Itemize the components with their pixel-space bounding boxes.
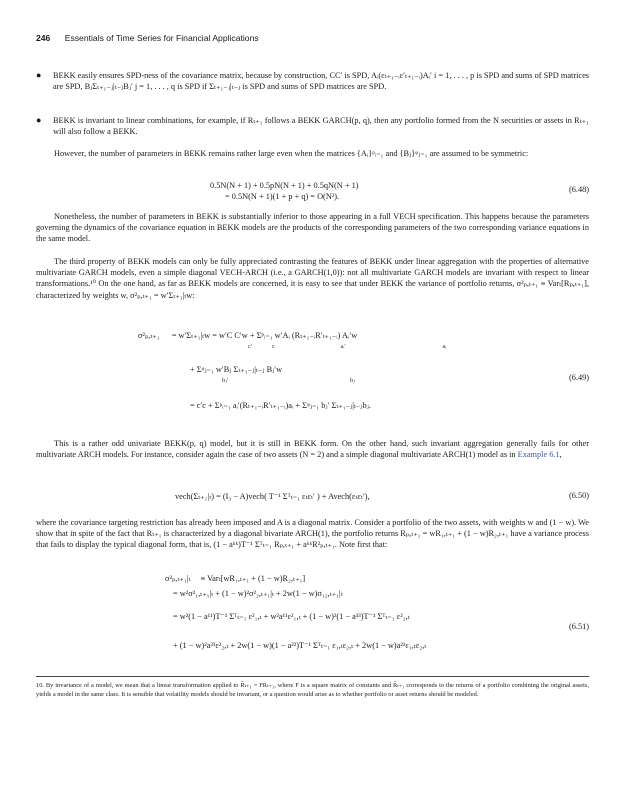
footnote-divider xyxy=(36,676,589,677)
footnote: 10. By invariance of a model, we mean that a linear transformation applied to R̃ₜ₊₁ = FRₜ₊₁, where F is a square matrix of constants and R̃ₜ₊₁ corresponds to the returns of a portfolio combining the original assets, yields a model in the same class. It is sensible that volatility models should be invariant, or a question would arise as to whether portfolio or asset returns should be modeled. xyxy=(36,682,589,699)
underbrace-label: c′ xyxy=(248,343,253,350)
paragraph: However, the number of parameters in BEKK remains rather large even when the matrices {Aᵢ}ᵖᵢ₌₁ and {Bⱼ}ᵠⱼ₌₁ are assumed to be symmetric: xyxy=(54,149,529,158)
equation-lhs: σ²ₚ,ₜ₊₁ xyxy=(138,331,160,340)
equation-6-50: vech(Σₜ₊₁|ₜ) = (I₃ − A)vech( T⁻¹ Σᵀₜ₌₁ εₜεₜ′ ) + Avech(εₜεₜ′), xyxy=(175,492,370,501)
equation-lhs: σ²ₚ,ₜ₊₁|ₜ xyxy=(165,574,191,583)
equation-line: = w²σ²₁,ₜ₊₁|ₜ + (1 − w)²σ²₂,ₜ₊₁|ₜ + 2w(1 − w)σ₁₂,ₜ₊₁|ₜ xyxy=(173,589,343,598)
bullet-text: BEKK easily ensures SPD-ness of the covariance matrix, because by construction, CC′ is SPD, Aᵢ(εₜ₊₁₋ᵢε′ₜ₊₁₋ᵢ)Aᵢ′ i = 1, . . . , p is SPD and sums of SPD matrices are SPD, BⱼΣₜ₊₁₋ⱼ|ₜ₋ⱼBⱼ′ j = 1, . . . , q is SPD if Σₜ₊₁₋ⱼ|ₜ₋ⱼ is SPD and sums of SPD matrices are SPD. xyxy=(53,71,589,92)
example-link[interactable]: Example 6.1 xyxy=(517,450,560,460)
bullet-item-1 xyxy=(36,70,589,92)
equation-number: (6.50) xyxy=(568,491,589,500)
underbrace-label: bⱼ′ xyxy=(222,377,229,384)
bullet-icon: ● xyxy=(36,70,42,80)
equation-6-51 xyxy=(165,573,426,651)
equation-line: = c′c + Σᵖᵢ₌₁ aᵢ′(Rₜ₊₁₋ᵢR′ₜ₊₁₋ᵢ)aᵢ + Σᵠⱼ₌₁ bⱼ′ Σₜ₊₁₋ⱼ|ₜ₋ⱼbⱼ. xyxy=(190,401,371,410)
paragraph: Nonetheless, the number of parameters in BEKK is substantially inferior to those appearing in a full VECH specification. This happens because the parameters governing the dynamics of the covariance equation in BEKK models are the products of the corresponding parameters of the two corresponding variance equations in the same model. xyxy=(36,212,589,244)
paragraph: where the covariance targeting restriction has already been imposed and A is a diagonal matrix. Consider a portfolio of the two assets, with weights w and (1 − w). We show that in spite of the fact that Rₜ₊₁ is characterized by a diagonal bivariate ARCH(1), the portfolio returns Rₚ,ₜ₊₁ = wR₁,ₜ₊₁ + (1 − w)R₂,ₜ₊₁ have a variance process that fails to display the typical diagonal form, that is, (1 − aᵏᵏ)T⁻¹ Σᵀₜ₌₁ Rₚ,ₜ₊₁ + aᵏᵏR²ₚ,ₜ₊₁. Note first that: xyxy=(36,518,589,550)
paragraph xyxy=(36,438,589,460)
equation-number: (6.48) xyxy=(568,185,589,194)
running-title: Essentials of Time Series for Financial Applications xyxy=(64,33,259,43)
equation-number: (6.49) xyxy=(568,373,589,382)
running-header xyxy=(36,33,259,43)
bullet-item-2 xyxy=(36,115,589,137)
equation-line: = w²(1 − a¹¹)T⁻¹ Σᵀₜ₌₁ ε²₁,ₜ + w²a¹¹ε²₁,ₜ + (1 − w)²(1 − a³³)T⁻¹ Σᵀₜ₌₁ ε²₂,ₜ xyxy=(173,612,410,621)
underbrace-labels xyxy=(138,341,446,352)
underbrace-labels xyxy=(138,375,446,386)
equation-6-49 xyxy=(138,330,446,411)
bullet-text: BEKK is invariant to linear combinations, for example, if Rₜ₊₁ follows a BEKK GARCH(p, q), then any portfolio formed from the N securities or assets in Rₜ₊₁ will also follow a BEKK. xyxy=(53,116,589,137)
paragraph: The third property of BEKK models can only be fully appreciated contrasting the features of BEKK under linear aggregation with the properties of alternative multivariate GARCH models, even a simple diagonal VECH-ARCH (i.e., a GARCH(1,0)): not all multivariate GARCH models are invariant with respect to linear transformations.¹⁰ On the one hand, as far as BEKK models are concerned, it is easy to see that under BEKK the variance of portfolio returns, σ²ₚ,ₜ₊₁ ≡ Varₜ[Rₚ,ₜ₊₁], characterized by weights w, σ²ₚ,ₜ₊₁ = w′Σₜ₊₁|ₜw: xyxy=(36,257,589,300)
equation-line xyxy=(138,330,446,341)
equation-line: + (1 − w)²a³³ε²₂,ₜ + 2w(1 − w)(1 − a²²)T⁻¹ Σᵀₜ₌₁ ε₁,ₜε₂,ₜ + 2w(1 − w)a²²ε₁,ₜε₂,ₜ xyxy=(173,641,427,650)
equation-number: (6.51) xyxy=(568,622,589,631)
underbrace-label: aᵢ xyxy=(442,343,447,350)
equation-line: = 0.5N(N + 1)(1 + p + q) = O(N²). xyxy=(225,192,340,201)
equation-rhs: ≡ Varₜ[wR₁,ₜ₊₁ + (1 − w)R₂,ₜ₊₁] xyxy=(200,574,306,583)
underbrace-label: bⱼ xyxy=(350,377,355,384)
paragraph-text: This is a rather odd univariate BEKK(p, q) model, but it is still in BEKK form. On the other hand, such invariant aggregation generally fails for other multivariate ARCH models. For instance, consider again the case of two assets (N = 2) and a simple diagonal multivariate ARCH(1) model as in xyxy=(36,439,589,460)
equation-line xyxy=(165,573,426,584)
underbrace-label: aᵢ′ xyxy=(340,343,346,350)
equation-6-48 xyxy=(210,180,359,202)
bullet-icon: ● xyxy=(36,115,42,125)
equation-line: + Σᵠⱼ₌₁ w′Bⱼ Σₜ₊₁₋ⱼ|ₜ₋ⱼ Bⱼ′w xyxy=(190,365,283,374)
page-number: 246 xyxy=(36,33,51,43)
equation-rhs: = w′Σₜ₊₁|ₜw = w′C C′w + Σᵖᵢ₌₁ w′Aᵢ (Rₜ₊₁₋ᵢR′ₜ₊₁₋ᵢ) Aᵢ′w xyxy=(171,331,358,340)
underbrace-label: c xyxy=(271,343,275,350)
paragraph-text: , xyxy=(559,450,562,460)
equation-line: 0.5N(N + 1) + 0.5pN(N + 1) + 0.5qN(N + 1) xyxy=(210,181,359,190)
